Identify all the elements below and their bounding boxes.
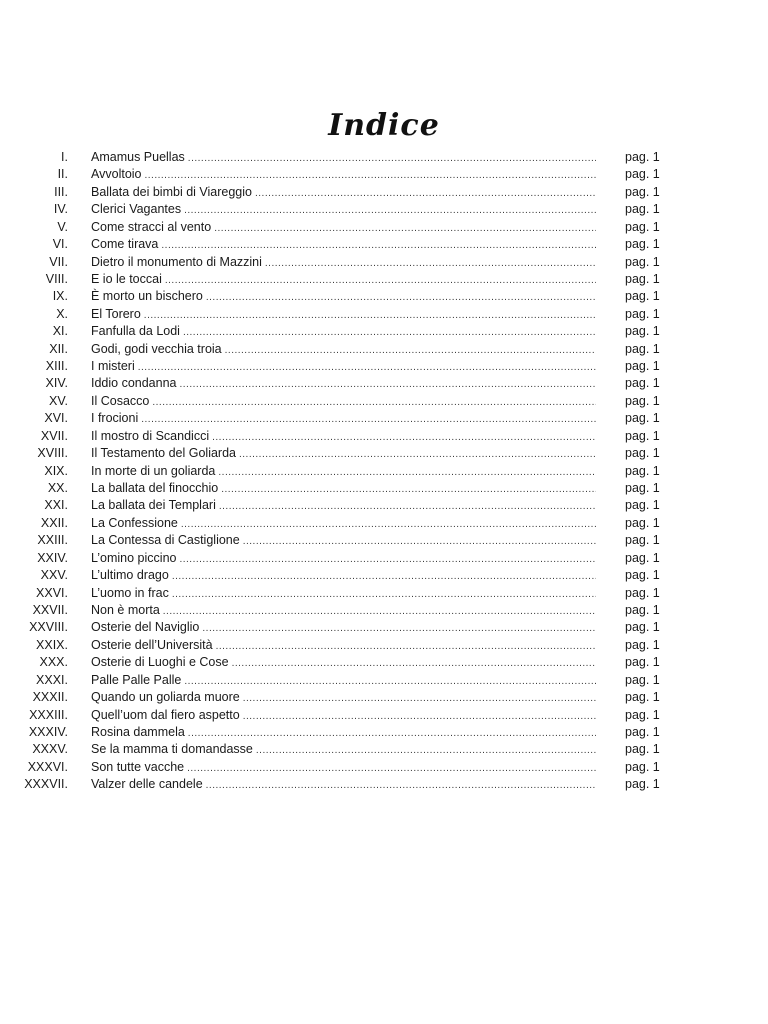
- toc-entry-title: Rosina dammela: [91, 724, 185, 739]
- toc-entry-body: [91, 323, 596, 341]
- toc-entry-body: [91, 410, 596, 428]
- toc-entry-number: XIII.: [45, 359, 68, 374]
- toc-entry-page: pag. 1: [625, 568, 660, 583]
- toc-entry-number: XI.: [52, 324, 68, 339]
- toc-entry-number: V.: [57, 219, 68, 234]
- toc-entry-body: [91, 654, 596, 672]
- toc-entry-title: In morte di un goliarda: [91, 463, 216, 478]
- toc-entry-page: pag. 1: [625, 463, 660, 478]
- toc-entry-number: XVIII.: [37, 446, 68, 461]
- dot-leader: [184, 673, 596, 690]
- toc-entry-page: pag. 1: [625, 428, 660, 443]
- toc-entry-number: XXXII.: [32, 690, 68, 705]
- toc-entry[interactable]: [0, 689, 768, 706]
- toc-entry-title: Quell’uom dal fiero aspetto: [91, 707, 240, 722]
- toc-entry-number: XXV.: [40, 568, 68, 583]
- toc-entry-body: [91, 689, 596, 707]
- dot-leader: [218, 464, 596, 481]
- toc-entry-body: [91, 236, 596, 254]
- dot-leader: [212, 429, 596, 446]
- toc-entry-body: [91, 602, 596, 620]
- toc-entry-title: Palle Palle Palle: [91, 672, 182, 687]
- toc-entry-body: [91, 532, 596, 550]
- toc-entry-number: XVII.: [40, 428, 68, 443]
- toc-entry-page: pag. 1: [625, 393, 660, 408]
- toc-entry-number: XXXIII.: [29, 707, 68, 722]
- toc-entry-number: I.: [61, 150, 68, 164]
- toc-entry-title: L’uomo in frac: [91, 585, 169, 600]
- toc-entry[interactable]: [0, 672, 768, 689]
- toc-entry-body: [91, 393, 596, 411]
- toc-entry-page: pag. 1: [625, 515, 660, 530]
- toc-entry-number: XXVIII.: [29, 620, 68, 635]
- toc-entry-page: pag. 1: [625, 759, 660, 774]
- toc-entry-title: L’ultimo drago: [91, 568, 169, 583]
- toc-entry-title: Il Cosacco: [91, 393, 150, 408]
- dot-leader: [206, 777, 596, 794]
- toc-entry[interactable]: [0, 201, 768, 218]
- dot-leader: [180, 376, 597, 393]
- toc-entry-title: Il Testamento del Goliarda: [91, 446, 236, 461]
- dot-leader: [141, 411, 596, 428]
- toc-entry-body: [91, 463, 596, 481]
- dot-leader: [214, 220, 596, 237]
- toc-entry-number: XIV.: [45, 376, 68, 391]
- page-title: Indice: [328, 108, 440, 144]
- toc-entry-body: [91, 428, 596, 446]
- toc-entry[interactable]: [0, 323, 768, 340]
- toc-entry-body: [91, 288, 596, 306]
- toc-entry[interactable]: [0, 254, 768, 271]
- toc-entry[interactable]: [0, 288, 768, 305]
- toc-entry-page: pag. 1: [625, 254, 660, 269]
- toc-entry-number: XXX.: [39, 655, 68, 670]
- toc-entry-body: [91, 480, 596, 498]
- toc-entry-body: [91, 672, 596, 690]
- toc-entry-body: [91, 445, 596, 463]
- dot-leader: [243, 690, 596, 707]
- toc-entry-title: Godi, godi vecchia troia: [91, 341, 222, 356]
- toc-entry-body: [91, 271, 596, 289]
- toc-entry-page: pag. 1: [625, 376, 660, 391]
- toc-entry[interactable]: [0, 219, 768, 236]
- toc-entry-number: II.: [57, 167, 68, 182]
- toc-entry[interactable]: [0, 306, 768, 323]
- toc-entry-page: pag. 1: [625, 481, 660, 496]
- toc-entry-title: La ballata dei Templari: [91, 498, 216, 513]
- toc-entry-number: XVI.: [44, 411, 68, 426]
- toc-entry-title: La Confessione: [91, 515, 178, 530]
- toc-entry-page: pag. 1: [625, 289, 660, 304]
- toc-entry-number: XV.: [48, 393, 68, 408]
- dot-leader: [163, 603, 596, 620]
- toc-entry[interactable]: [0, 393, 768, 410]
- toc-entry-body: [91, 585, 596, 603]
- toc-entry-title: I frocioni: [91, 411, 139, 426]
- toc-entry-title: Avvoltoio: [91, 167, 142, 182]
- toc-entry-body: [91, 149, 596, 167]
- toc-entry-title: Osterie del Naviglio: [91, 620, 200, 635]
- toc-entry[interactable]: [0, 585, 768, 602]
- dot-leader: [165, 272, 596, 289]
- toc-entry[interactable]: [0, 445, 768, 462]
- toc-entry-title: Dietro il monumento di Mazzini: [91, 254, 262, 269]
- toc-entry[interactable]: [0, 480, 768, 497]
- toc-entry-page: pag. 1: [625, 742, 660, 757]
- toc-entry-number: XXXVII.: [24, 777, 68, 792]
- toc-entry-title: Come tirava: [91, 237, 159, 252]
- toc-entry-body: [91, 741, 596, 759]
- toc-entry[interactable]: [0, 619, 768, 636]
- toc-entry-title: La Contessa di Castiglione: [91, 533, 240, 548]
- toc-entry-page: pag. 1: [625, 150, 660, 164]
- toc-entry-number: VI.: [52, 237, 68, 252]
- toc-entry-number: XXXIV.: [28, 724, 68, 739]
- toc-entry-number: XXII.: [40, 515, 68, 530]
- toc-entry-page: pag. 1: [625, 550, 660, 565]
- toc-entry-title: E io le toccai: [91, 271, 162, 286]
- toc-entry-number: VIII.: [45, 271, 68, 286]
- toc-entry[interactable]: [0, 567, 768, 584]
- toc-entry-page: pag. 1: [625, 341, 660, 356]
- toc-entry[interactable]: [0, 602, 768, 619]
- toc-entry-number: XXVII.: [32, 602, 68, 617]
- dot-leader: [181, 516, 596, 533]
- toc-entry-page: pag. 1: [625, 184, 660, 199]
- dot-leader: [202, 620, 596, 637]
- toc-entry-page: pag. 1: [625, 585, 660, 600]
- dot-leader: [144, 307, 596, 324]
- toc-entry-number: XXXVI.: [27, 759, 68, 774]
- toc-entry[interactable]: [0, 654, 768, 671]
- toc-entry-title: Clerici Vagantes: [91, 202, 182, 217]
- toc-entry-title: Osterie dell’Università: [91, 637, 213, 652]
- toc-entry-page: pag. 1: [625, 411, 660, 426]
- dot-leader: [256, 742, 596, 759]
- toc-entry-number: VII.: [49, 254, 68, 269]
- toc-entry-title: Amamus Puellas: [91, 150, 185, 164]
- toc-entry[interactable]: [0, 358, 768, 375]
- toc-entry[interactable]: [0, 166, 768, 183]
- toc-entry-title: L’omino piccino: [91, 550, 177, 565]
- toc-entry-title: El Torero: [91, 306, 141, 321]
- dot-leader: [216, 638, 596, 655]
- toc-entry-body: [91, 776, 596, 794]
- toc-entry[interactable]: [0, 707, 768, 724]
- toc-entry[interactable]: [0, 271, 768, 288]
- toc-entry-body: [91, 306, 596, 324]
- toc-entry-title: Come stracci al vento: [91, 219, 212, 234]
- toc-entry-title: Fanfulla da Lodi: [91, 324, 180, 339]
- toc-entry[interactable]: [0, 149, 768, 166]
- toc-entry-title: I misteri: [91, 359, 135, 374]
- toc-entry-page: pag. 1: [625, 690, 660, 705]
- toc-entry-body: [91, 515, 596, 533]
- toc-entry-number: III.: [54, 184, 68, 199]
- toc-entry[interactable]: [0, 759, 768, 776]
- toc-entry-title: La ballata del finocchio: [91, 481, 219, 496]
- dot-leader: [184, 202, 596, 219]
- dot-leader: [188, 725, 596, 742]
- toc-entry[interactable]: [0, 515, 768, 532]
- dot-leader: [243, 533, 596, 550]
- toc-entry-body: [91, 497, 596, 515]
- dot-leader: [187, 760, 596, 777]
- dot-leader: [243, 708, 596, 725]
- toc-entry-number: IV.: [53, 202, 68, 217]
- toc-entry-page: pag. 1: [625, 306, 660, 321]
- toc-entry-number: XIX.: [44, 463, 68, 478]
- toc-entry-body: [91, 724, 596, 742]
- toc-entry-body: [91, 341, 596, 359]
- toc-entry-body: [91, 219, 596, 237]
- toc-entry-title: È morto un bischero: [91, 289, 203, 304]
- toc-entry-page: pag. 1: [625, 237, 660, 252]
- toc-entry-number: XX.: [47, 481, 68, 496]
- toc-entry-body: [91, 759, 596, 777]
- toc-entry[interactable]: [0, 497, 768, 514]
- toc-entry[interactable]: [0, 341, 768, 358]
- toc-entry-page: pag. 1: [625, 219, 660, 234]
- toc-entry[interactable]: [0, 428, 768, 445]
- toc-entry-page: pag. 1: [625, 498, 660, 513]
- toc-entry[interactable]: [0, 724, 768, 741]
- toc-entry-page: pag. 1: [625, 672, 660, 687]
- toc-entry-title: Son tutte vacche: [91, 759, 185, 774]
- toc-entry-title: Il mostro di Scandicci: [91, 428, 210, 443]
- dot-leader: [232, 655, 596, 672]
- dot-leader: [172, 586, 596, 603]
- toc-entry-page: pag. 1: [625, 533, 660, 548]
- dot-leader: [239, 446, 596, 463]
- toc-entry[interactable]: [0, 637, 768, 654]
- toc-entry-page: pag. 1: [625, 271, 660, 286]
- toc-entry-page: pag. 1: [625, 707, 660, 722]
- table-of-contents: [0, 149, 768, 794]
- toc-entry[interactable]: [0, 741, 768, 758]
- toc-entry-title: Se la mamma ti domandasse: [91, 742, 253, 757]
- toc-entry-number: XII.: [49, 341, 68, 356]
- toc-entry-page: pag. 1: [625, 724, 660, 739]
- toc-entry[interactable]: [0, 410, 768, 427]
- toc-entry-title: Iddio condanna: [91, 376, 177, 391]
- toc-entry-body: [91, 201, 596, 219]
- toc-entry-body: [91, 619, 596, 637]
- toc-entry[interactable]: [0, 463, 768, 480]
- toc-entry-title: Non è morta: [91, 602, 160, 617]
- dot-leader: [255, 185, 596, 202]
- toc-entry-number: XXXV.: [32, 742, 68, 757]
- dot-leader: [206, 289, 596, 306]
- toc-entry-title: Osterie di Luoghi e Cose: [91, 655, 229, 670]
- dot-leader: [145, 167, 597, 184]
- toc-entry-page: pag. 1: [625, 655, 660, 670]
- dot-leader: [152, 394, 596, 411]
- toc-entry-body: [91, 550, 596, 568]
- toc-entry-title: Quando un goliarda muore: [91, 690, 240, 705]
- toc-entry-number: IX.: [52, 289, 68, 304]
- toc-entry-body: [91, 358, 596, 376]
- toc-entry-number: XXI.: [44, 498, 68, 513]
- toc-entry-page: pag. 1: [625, 324, 660, 339]
- dot-leader: [225, 342, 596, 359]
- toc-entry-page: pag. 1: [625, 602, 660, 617]
- toc-entry-number: X.: [56, 306, 68, 321]
- toc-entry-page: pag. 1: [625, 637, 660, 652]
- dot-leader: [188, 150, 596, 167]
- toc-entry-body: [91, 567, 596, 585]
- dot-leader: [161, 237, 596, 254]
- toc-entry-number: XXIV.: [37, 550, 68, 565]
- toc-entry-body: [91, 184, 596, 202]
- dot-leader: [179, 551, 596, 568]
- dot-leader: [183, 324, 596, 341]
- toc-entry-number: XXXI.: [36, 672, 68, 687]
- toc-entry-page: pag. 1: [625, 167, 660, 182]
- toc-entry-number: XXIX.: [36, 637, 68, 652]
- toc-entry-body: [91, 375, 596, 393]
- toc-entry[interactable]: [0, 532, 768, 549]
- toc-entry-body: [91, 707, 596, 725]
- dot-leader: [265, 255, 596, 272]
- toc-entry[interactable]: [0, 375, 768, 392]
- toc-entry-number: XXVI.: [36, 585, 68, 600]
- toc-entry-number: XXIII.: [37, 533, 68, 548]
- dot-leader: [172, 568, 596, 585]
- toc-entry-page: pag. 1: [625, 202, 660, 217]
- toc-entry-page: pag. 1: [625, 446, 660, 461]
- toc-entry-body: [91, 166, 596, 184]
- toc-entry-page: pag. 1: [625, 359, 660, 374]
- toc-entry[interactable]: [0, 776, 768, 793]
- toc-entry[interactable]: [0, 184, 768, 201]
- toc-entry-page: pag. 1: [625, 777, 660, 792]
- toc-entry-page: pag. 1: [625, 620, 660, 635]
- toc-entry-body: [91, 637, 596, 655]
- dot-leader: [138, 359, 596, 376]
- toc-entry-title: Valzer delle candele: [91, 777, 203, 792]
- toc-entry[interactable]: [0, 550, 768, 567]
- dot-leader: [219, 498, 596, 515]
- toc-entry-body: [91, 254, 596, 272]
- toc-entry[interactable]: [0, 236, 768, 253]
- dot-leader: [221, 481, 596, 498]
- toc-entry-title: Ballata dei bimbi di Viareggio: [91, 184, 252, 199]
